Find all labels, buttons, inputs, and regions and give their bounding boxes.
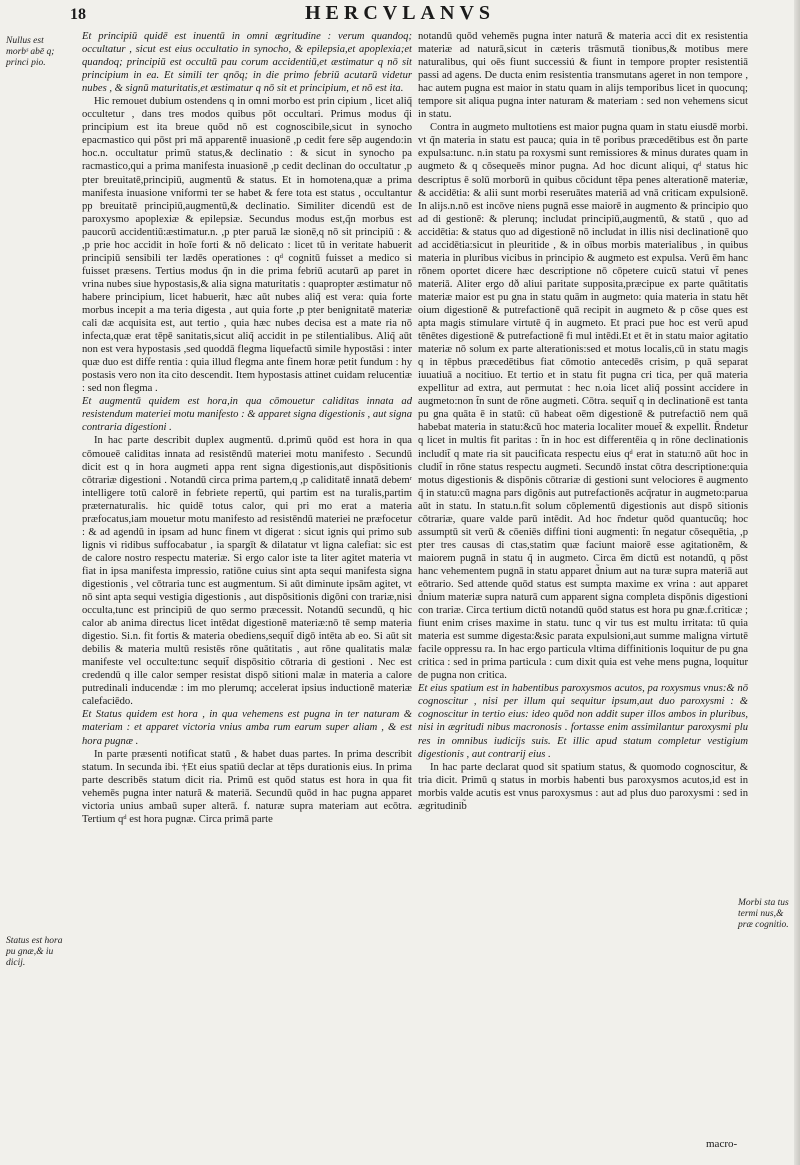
lemma-spatium: Et eius spatium est in habentibus paroxysmos acutos, pa roxysmus vnus:& nō cognoscitur , nisi per illum qui sequitur ipsum,aut duo paroxysmi : & cognoscitur in tertio eius: ideo quōd non addit super illos ambos in pluribus, nisi in ægritudi nibus macronosis . fortasse enim assimilantur paroxysmi plu res in omnibus iudicijs suis. Et illic apud statum completur vestigium digestionis , aut contrarij eius . <box>418 683 748 760</box>
margin-note-status: Status est hora pu gnæ,& iu dicij. <box>6 936 63 968</box>
commentary-augmentum: In hac parte describit duplex augmentū. d.primū quōd est hora in qua cōmoueē caliditas innata ad resistēndū materiei motu manifesto . Secundū dicit est q in hora augmeti appa rent signa digestionis,aut dispōsitionis cōtrariæ digestioni . Notandū circa prima partem,q ,p caliditatē innatā debemʳ intelligere totū calorē in febriete repertū, qui partim est na turalis,partim præternaturalis. hic quidē totus calor, qui pri mo erat a materia præfocatus,iam mouetur motu manifesto ad resistēndū materiei ne præfocetur : & ad agendū in ipsam ad hunc finem vt digerat : sicut ignis qui primo sub lignis vi ridibus suffocabatur , ia spargīt & dilatatur vt ligna calefiat: sic est de calore nostro respectu materiæ. Si ergo calor iste ta liter agitet materia vt fiat in ipsa manifesta impressio, ratiōne cuius sint apta sequi manifesta signa digestionis , vel cōtraria tunc est augmentum. Si aūt diminute ipsām agitet, vt nō sint apta sequi vestigia digestionis , aut dispōsitionis digōni con trariæ,nisi occulta,tunc est principiū de quo sermo præcessit. Notandū secundū, q hic calor ab anima directus licet intēdat digestionē materiæ:nō tē semp materia digestio. Si.n. fit fortis & materia obediens,sequit̃ digō intēta ab eo. Si aūt sit debilis & materia multū resistēs rōne quātitatis , aut rōne qualitatis malæ manifeste vel occulte:tunc sequit̃ dispōsitio cōtraria di gestioni . Nec est credendū q ille calor semper resistat dispō sitioni malæ in materia a calore putredinali inducendæ : im mo plerumq; accelerat ipsius inductionē materiæ calefaciēdo. <box>82 435 412 708</box>
right-column <box>418 30 748 813</box>
lemma-principium: Et principiū quidē est inuentū in omni ægritudine : verum quandoq; occultatur , sicut est eius occultatio in synocho, & epilepsia,et apoplexia;et quandoq; principiū est occultū pau corum accidentiū,et æstimatur q nō sit principium in ea. Et simili ter qnōq; in die primo febriū acutarū videtur nubes , & signū maturitatis,et æstimatur q nō sit et principium, et nō est ita. <box>82 31 412 95</box>
commentary-principium: Hic remouet dubium ostendens q in omni morbo est prin cipium , licet aliq̃ occultetur , dans tres modos quibus pōt occultari. Primus modus q̃i principium est ita breue quōd nō est cognoscibile,sicut in synocho epacmastico qui pōst pri mā apparentē inuasionē ,p cedit fere sēp augendo:in hoc.n. occultatur primū status,& declinatio : & sicut in synocho pa racmastico,qui a prima manifesta inuasionē ,p cedit declinan do occultatur ,p pter breuitatē,principiū, augmentū & status. Et in homotena,quæ a prima manifesta inuasione vniformi ter se habet & fere tota est status , occultantur pp breuitatē principiū,augmentū,& declinatio. Similiter dicendū est de paroxysmo apoplexiæ & epilepsiæ. Secundus modus est,q̃n morbus est paucorū accidentiū:æstimatur.n. ,p pter paruā læ sionē,q nō sit principiū : & ,p prie hoc accidit in hoīe forti & nō delicato : licet tū in veritate habuerit principiū sensibili ter lædēs operationes : qᵈ cognitū fuisset a medico si fuisset præsens. Tertius modus q̃n in die prima febriū acutarū ap paret in vrina nubes siue hypostasis,& alia signa maturitatis : quapropter æstimatur nō habere principium, licet habuerit, hæc aūt nubes aliq̃ est vera: quia forte morbus incepit a ma teria digesta , aut quia forte ,p pter benignitatē materiæ cali dæ acquisita est, aut tertio , quia hæc nubes decisa est a mate ria nō infecta,quæ erat tēpē sanitatis,sicut aliq̃ accidit in pe stilentialibus. Aliq̃ aūt non est vera hypostasis ,sed quoddā flegma liquefactū simile hypostāsi : inter quæ duo est diffe rentia : quia illud flegma ante finem horæ petit fundum : hy postasis vero non ita cito descendit. Item hypostasis attinet cuidam relucentiæ : sed non flegma . <box>82 96 412 395</box>
commentary-status: In parte præsenti notificat statū , & habet duas partes. In prima describit statum. In secunda ibi. †Et eius spatiū declar at tēps durationis eius. In prima parte describēs statum dicit ria. Primū est quōd status est hora in qua fit vehemēs pugna inter naturā & materiā. Secundū quōd in hac pugna apparet victoria unius ambaū super alterā. f. naturæ supra materiam aut ecōtra. Tertium qᵈ est hora pugnæ. Circa primā parte <box>82 748 412 825</box>
left-column <box>82 30 412 826</box>
running-title: HERCVLANVS <box>304 2 496 24</box>
running-header <box>70 2 730 30</box>
margin-note-morbi: Morbi sta tus termi nus,& præ cognitio. <box>738 898 789 930</box>
commentary-spatium: In hac parte declarat quod sit spatium status, & quomodo cognoscitur, & tria dicit. Primū q status in morbis habenti bus paroxysmos acutos,id est in morbis valde acutis est vnus paroxysmus : aut ad plus duo paroxysmi : sed in ægritudinib̃ <box>418 761 748 812</box>
commentary-contra: Contra in augmeto multotiens est maior pugna quam in statu eiusdē morbi. vt q̃n materia in statu est pauca; quia in tē poribus præcedētibus est ðn parte expulsa:tunc. n.in statu pa roxysmi sunt remissiores & minus durates quam in augmeto & q cōsequeēs minor pugna. Ad hoc dicunt aliqui, qᵈ status hic descriptus ē solū morborū in quibus cōcidunt tēpa penes alterationē materiæ, & accidētia: & alii sunt morbi reseruātes materiā ad vnā criticam expulsionē. In alijs.n.nō est incōve niens pugnā esse maiorē in augmento & principio quo ad di gestionē: & plerunq; includat principiū,augmentū, & statū , quo ad accidētia: & status quo ad digestionē nō includat in illis nisi declinationē quo ad accidētia:sicut in pleuritide , & in oībus morbis materialibus , in quibus materia in pluribus vicibus in principio & augmeto est expulsa. Verū ēm hanc rōnem oportet dicere hæc descriptione nō cōpetere cuicũ statui vt̃ penes materiā. Aliter ergo dð aliui paritate supposita,præcipue ex parte quātitatis materiæ maior est pu gna in statu quām in augmeto: quia materia in statu hēt oium digestionē & putrefactionē quā recipit in augmeto & p cōse ques est apta magis stimulare virtutē q̃ in augmeto. Et praci pue hoc est verū apud tēnētes digestionē & putrefactionē fi mul intēdi.Et et ēt in statu maior agitatio materiæ nō solum ex parte alterationis:sed et motus localis,cū in statu magis q in tēpbus præcedētibus fiat cōmotio antecedēs crisim, p quā separat iuuatiuā a nocitiuo. Et tertio et in statu fit pugna cri tica, per quā materia expellitur ad extra, aut permutat : hec n.oia licet aliq̃ possint accidere in augmeto:non t̃n sunt de rōne augmeti. Cōtra. sequit̃ q in declinationē est tanta pu gna quāta ē in statū: cū habeat oēm digestionē & putrefactiō nem quā habebat materia in statu:&cū hoc materia localiter mouet̃ & expellit. R̃ndetur q licet in multis fit paritas : t̃n in hoc est differentēia q in rōne declinationis includit̃ q mate ria sit paucificata respectu eius qᵈ erat in statu:nō aūt hoc in cludit̃ in rōne status respectu augmeti. Secundō instat cōtra descriptione:quia motus digestionis & dispōnis cōtrariæ di gestioni sunt velociores ē augmento q̃ in statu:cū magna pars digōnis aut putrefactionēs acq̃ratur in augmeto:parua aūt in statu. In statu.n.fit solum cōplementū digestionis aut dispō sitionis cōtrariæ, quare valde parū intēdit. Ad hoc r̃ndetur quōd quantucūq; hoc assumptū sit verū & cōeniēs diffini tioni augmenti: t̃n negatur cōsequētia, ,p pter tres causas di ctas,statim quæ faciunt maiorē esse agitationēm, & maiorem pugnā in statu q̃ in augmeto. Circa ēm dictū est notandū, q pōst hanc vehementem pugnā in statu apparet d̃nium aut na turæ supra materiā aut eōtrario. Sed attende quōd status est sumpta maxime ex vrina : aut apparet d̃nium materiæ supra naturā cum apparent signa completa dispōnis digestioni con trariæ. Circa tertium dictū notandū quōd status est hora pu gnæ.f.criticæ ; fiunt enim crises maxime in statu. tunc q vir tus est multu irritata: tū quia materia est summe digesta:&sic parata expulsioni,aut summe maligna virtutē facile oppressu ra. In hac ergo particula vltima diffinitionis loquitur de pu gna critica : sed in prima particula : cum dixit quia est vehe mens pugna, loquitur de pugna non critica. <box>418 122 748 682</box>
catchword: macro- <box>706 1138 738 1150</box>
lemma-status: Et Status quidem est hora , in qua vehemens est pugna in ter naturam & materiam : et apparet victoria vnius amba rum earum super aliam , & est hora pugnæ . <box>82 709 412 747</box>
margin-note-nullus: Nullus est morbˢ abē q; princi pio. <box>6 36 55 68</box>
page-edge-shadow <box>794 0 800 1165</box>
page-number: 18 <box>70 6 86 23</box>
lemma-augmentum: Et augmentū quidem est hora,in qua cōmouetur caliditas innata ad resistendum materiei motu manifesto : & apparet signa digestionis , aut signa contraria digestioni . <box>82 396 412 434</box>
commentary-continued: notandū quōd vehemēs pugna inter naturā & materia acci dit ex resistentia materiæ ad naturā,sicut in cæteris trāsmutā tionibus,& motibus mere naturalibus, qui oēs fiunt successiú & fiunt in tempore propter resistentiā passi ad agens. De ducta enim resistentia transmutans ageret in non tempore , hac autem pugna est maior in statu quam in alijs temporibus licet in quocunq; tempore sit aliqua pugna inter naturam & materiam : sed non vehemens sicut in statu. <box>418 31 748 121</box>
